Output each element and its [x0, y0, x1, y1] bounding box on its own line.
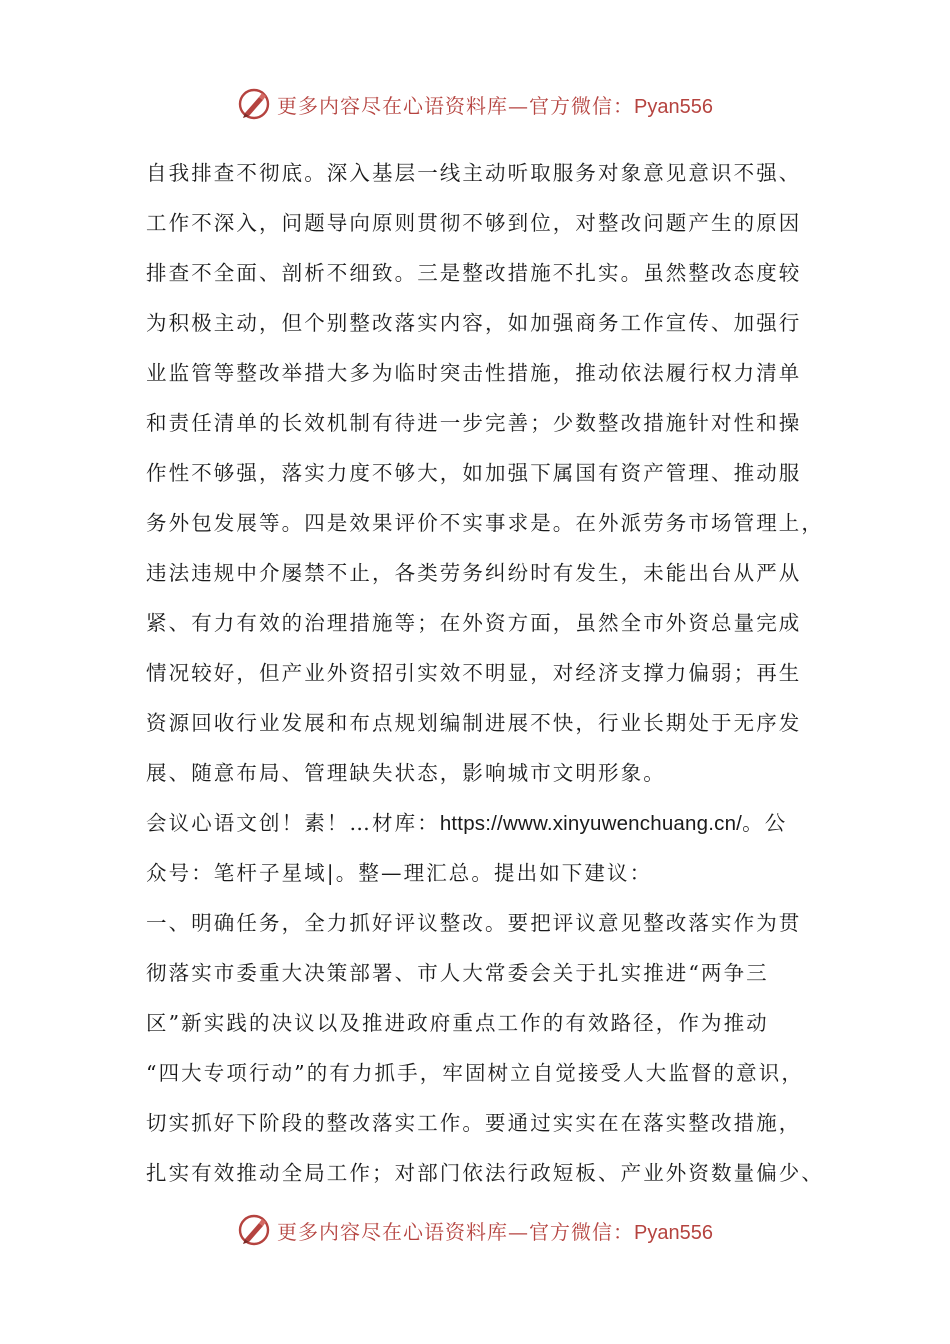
text-line: 自我排查不彻底。深入基层一线主动听取服务对象意见意识不强、	[146, 161, 802, 185]
promo-line-2: 众号：笔杆子星域|。整—理汇总。提出如下建议：	[146, 861, 653, 885]
text-line: “四大专项行动”的有力抓手，牢固树立自觉接受人大监督的意识，	[146, 1061, 804, 1085]
text-line: 展、随意布局、管理缺失状态，影响城市文明形象。	[146, 761, 666, 785]
text-line: 排查不全面、剖析不细致。三是整改措施不扎实。虽然整改态度较	[146, 261, 802, 285]
text-line: 扎实有效推动全局工作；对部门依法行政短板、产业外资数量偏少、	[146, 1161, 824, 1185]
promo-line	[146, 798, 836, 848]
text-line: 和责任清单的长效机制有待进一步完善；少数整改措施针对性和操	[146, 411, 802, 435]
pen-logo-icon	[237, 1213, 271, 1247]
footer-banner	[0, 1210, 950, 1250]
text-line: 情况较好，但产业外资招引实效不明显，对经济支撑力偏弱；再生	[146, 661, 802, 685]
text-line: 为积极主动，但个别整改落实内容，如加强商务工作宣传、加强行	[146, 311, 802, 335]
text-line: 业监管等整改举措大多为临时突击性措施，推动依法履行权力清单	[146, 361, 802, 385]
pen-logo-icon	[237, 87, 271, 121]
text-line: 彻落实市委重大决策部署、市人大常委会关于扎实推进“两争三	[146, 961, 769, 985]
text-line: 资源回收行业发展和布点规划编制进展不快，行业长期处于无序发	[146, 711, 802, 735]
header-banner	[0, 84, 950, 124]
text-line: 务外包发展等。四是效果评价不实事求是。在外派劳务市场管理上，	[146, 511, 824, 535]
text-line: 作性不够强，落实力度不够大，如加强下属国有资产管理、推动服	[146, 461, 802, 485]
text-line: 违法违规中介屡禁不止，各类劳务纠纷时有发生，未能出台从严从	[146, 561, 802, 585]
footer-banner-text: 更多内容尽在心语资料库—官方微信：Pyan556	[277, 1219, 713, 1244]
text-line: 工作不深入，问题导向原则贯彻不够到位，对整改问题产生的原因	[146, 211, 802, 235]
wechat-id: Pyan556	[634, 95, 713, 118]
promo-url-link[interactable]: https://www.xinyuwenchuang.cn/	[439, 812, 743, 835]
promo-prefix: 会议心语文创！素！…材库：	[146, 811, 440, 835]
document-body	[146, 148, 836, 1198]
wechat-id: Pyan556	[634, 1221, 713, 1244]
text-line: 一、明确任务，全力抓好评议整改。要把评议意见整改落实作为贯	[146, 911, 802, 935]
text-line: 紧、有力有效的治理措施等；在外资方面，虽然全市外资总量完成	[146, 611, 802, 635]
text-line: 切实抓好下阶段的整改落实工作。要通过实实在在落实整改措施，	[146, 1111, 802, 1135]
text-line: 区”新实践的决议以及推进政府重点工作的有效路径，作为推动	[146, 1011, 769, 1035]
header-banner-text: 更多内容尽在心语资料库—官方微信：Pyan556	[277, 93, 713, 118]
promo-suffix: 。公	[742, 811, 788, 835]
